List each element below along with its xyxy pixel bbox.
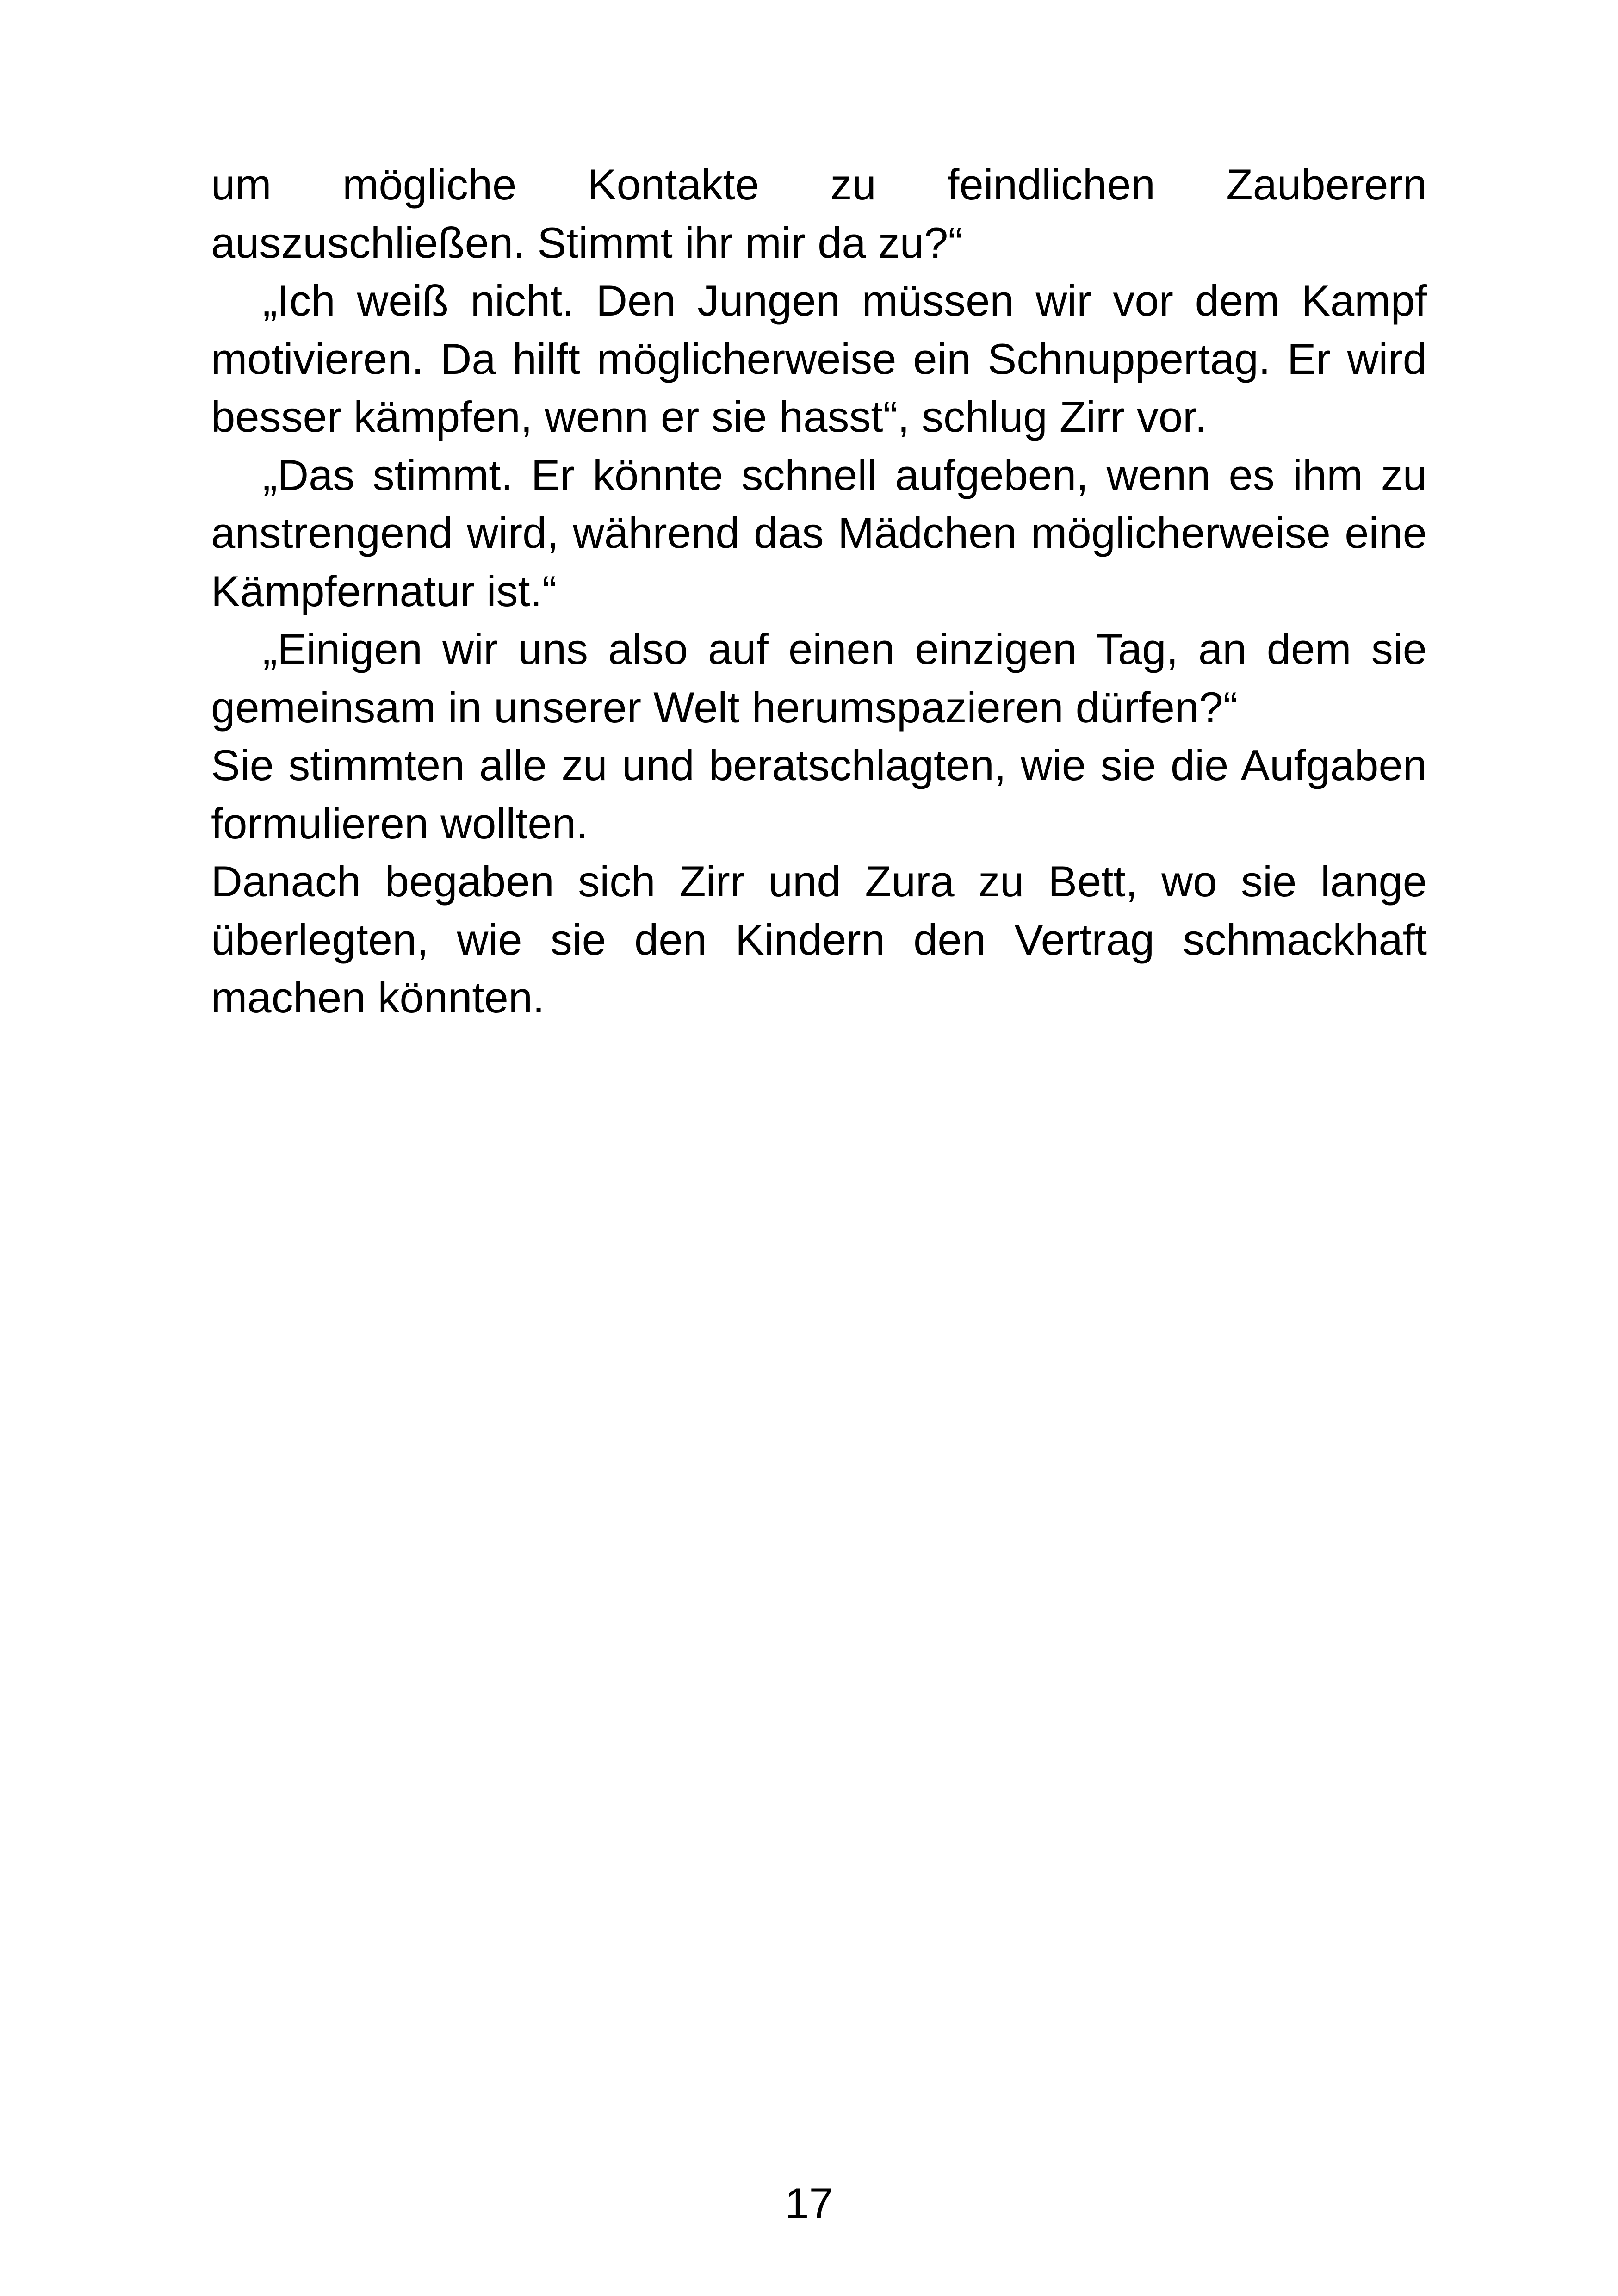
paragraph: Danach begaben sich Zirr und Zura zu Bett, wo sie lange überlegten, wie sie den Kindern den Vertrag schmackhaft machen könnten.: [211, 857, 1427, 1022]
page-number: 17: [785, 2179, 833, 2228]
paragraph: „Das stimmt. Er könnte schnell aufgeben, wenn es ihm zu anstrengend wird, während das Mädchen möglicherweise eine Kämpfernatur ist.“: [211, 450, 1427, 615]
paragraph: Sie stimmten alle zu und beratschlagten, wie sie die Aufgaben formulieren wollten.: [211, 741, 1427, 848]
paragraph: „Ich weiß nicht. Den Jungen müssen wir vor dem Kampf motivieren. Da hilft möglicherweise ein Schnuppertag. Er wird besser kämpfen, wenn er sie hasst“, schlug Zirr vor.: [211, 276, 1427, 441]
body-text: [211, 155, 1427, 1027]
paragraph: „Einigen wir uns also auf einen einzigen Tag, an dem sie gemeinsam in unserer Welt herumspazieren dürfen?“: [211, 625, 1427, 732]
paragraph: um mögliche Kontakte zu feindlichen Zauberern auszuschließen. Stimmt ihr mir da zu?“: [211, 160, 1427, 267]
